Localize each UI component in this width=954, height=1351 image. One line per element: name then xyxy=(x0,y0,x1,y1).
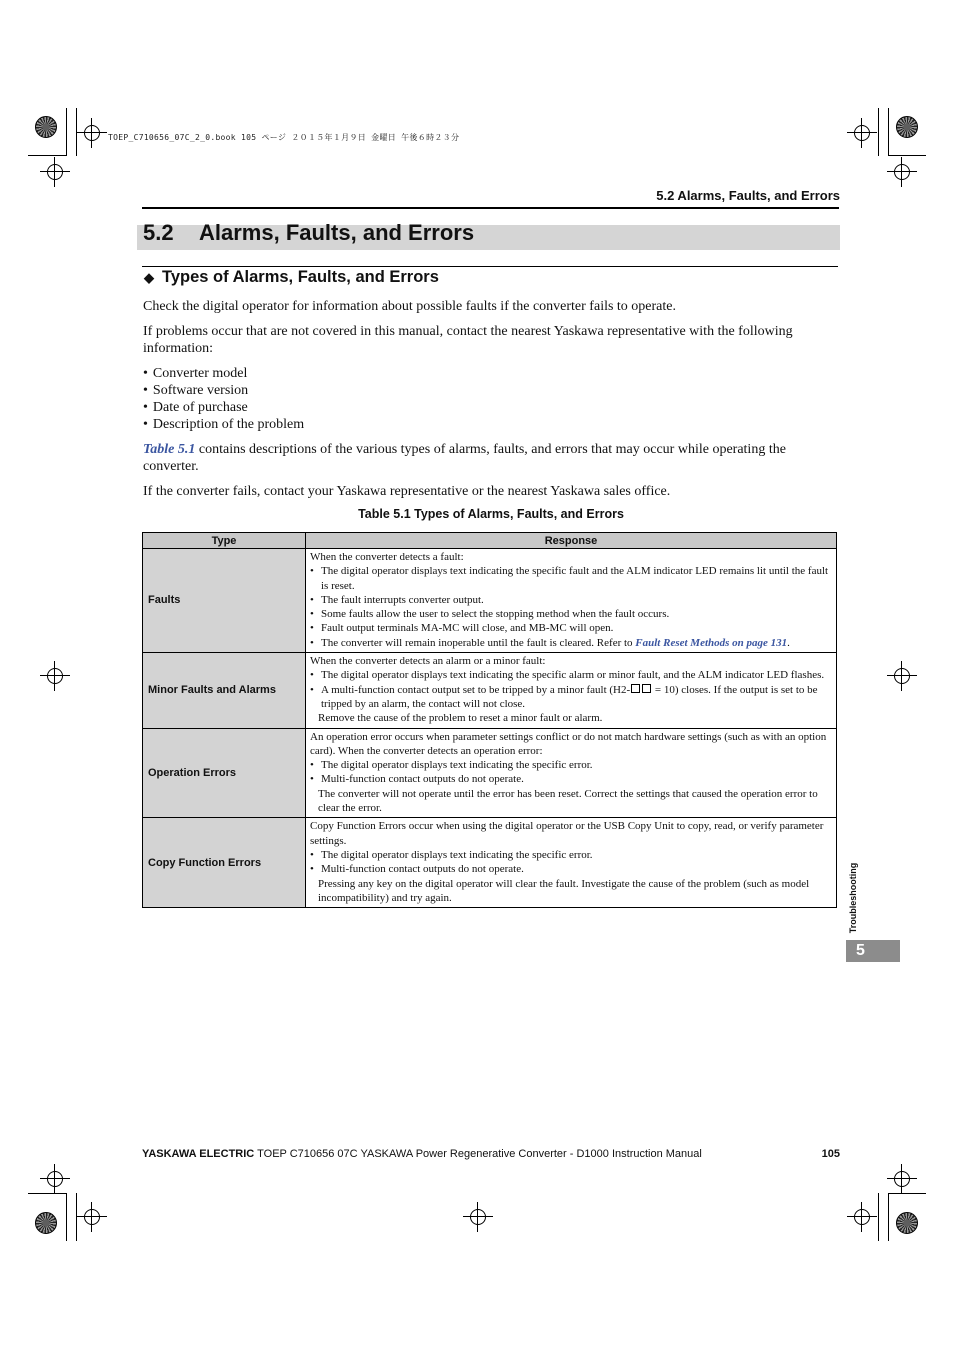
alarms-table xyxy=(142,532,837,908)
diamond-icon: ◆ xyxy=(144,270,154,285)
page-number: 105 xyxy=(821,1148,840,1160)
section-title xyxy=(143,220,474,246)
table-row xyxy=(143,549,837,653)
list-item: • Software version xyxy=(143,382,304,399)
footer-text: TOEP C710656 07C YASKAWA Power Regenerative Converter - D1000 Instruction Manual xyxy=(254,1148,702,1160)
fault-reset-link[interactable]: Fault Reset Methods on page 131 xyxy=(635,636,788,649)
response-cell: When the converter detects an alarm or a minor fault: • The digital operator displays text indicating the specific alarm or minor fault, and the ALM indicator LED flashes. • A multi-function contact output set to be tripped by a minor fault (H2- = 10) closes. If the output is set to be tripped by an alarm, the contact will not close. Remove the cause of the problem to reset a minor fault or alarm. xyxy=(306,653,837,728)
print-info: TOEP_C710656_07C_2_0.book 105 ページ ２０１５年１月９日 金曜日 午後６時２３分 xyxy=(108,133,460,142)
type-cell: Minor Faults and Alarms xyxy=(143,653,306,728)
list-item: • Description of the problem xyxy=(143,416,304,433)
section-title-text: Alarms, Faults, and Errors xyxy=(199,220,475,245)
footer-brand: YASKAWA ELECTRIC xyxy=(142,1148,255,1160)
subsection-title-text: Types of Alarms, Faults, and Errors xyxy=(162,268,439,286)
placeholder-box-icon xyxy=(631,684,640,693)
subsection-title xyxy=(144,268,439,287)
placeholder-box-icon xyxy=(642,684,651,693)
header-rule xyxy=(142,207,839,209)
chapter-tab: 5 xyxy=(846,940,900,962)
list-item: • Converter model xyxy=(143,365,304,382)
section-number: 5.2 xyxy=(143,220,174,245)
footer xyxy=(142,1148,702,1160)
column-header-response: Response xyxy=(306,533,837,549)
chapter-side-label: Troubleshooting xyxy=(848,862,858,934)
info-bullet-list xyxy=(143,365,304,433)
table-link[interactable]: Table 5.1 xyxy=(143,442,196,457)
type-cell: Copy Function Errors xyxy=(143,818,306,908)
paragraph: If the converter fails, contact your Yaskawa representative or the nearest Yaskawa sales office. xyxy=(143,484,671,499)
table-row xyxy=(143,818,837,908)
running-head: 5.2 Alarms, Faults, and Errors xyxy=(656,188,840,203)
list-item: • Date of purchase xyxy=(143,399,304,416)
column-header-type: Type xyxy=(143,533,306,549)
response-cell: Copy Function Errors occur when using the digital operator or the USB Copy Unit to copy, read, or verify parameter settings. • The digital operator displays text indicating the specific error. • Multi-function contact outputs do not operate. Pressing any key on the digital operator will clear the fault. Investigate the cause of the problem (such as model incompatibility) and try again. xyxy=(306,818,837,908)
paragraph: Check the digital operator for information about possible faults if the converter fails to operate. xyxy=(143,299,676,314)
paragraph: Table 5.1 contains descriptions of the various types of alarms, faults, and errors that may occur while operating the converter. xyxy=(143,442,786,474)
table-caption: Table 5.1 Types of Alarms, Faults, and Errors xyxy=(358,507,624,521)
paragraph: If problems occur that are not covered in this manual, contact the nearest Yaskawa representative with the following information: xyxy=(143,324,793,356)
table-row xyxy=(143,653,837,728)
table-header-row xyxy=(143,533,837,549)
response-cell: When the converter detects a fault: • The digital operator displays text indicating the specific fault and the ALM indicator LED remains lit until the fault is reset. • The fault interrupts converter output. • Some faults allow the user to select the stopping method when the fault occurs. • Fault output terminals MA-MC will close, and MB-MC will open. • The converter will remain inoperable until the fault is cleared. Refer to Fault Reset Methods on page 131. xyxy=(306,549,837,653)
type-cell: Operation Errors xyxy=(143,728,306,818)
response-cell: An operation error occurs when parameter settings conflict or do not match hardware settings (such as with an option card). When the converter detects an operation error: • The digital operator displays text indicating the specific error. • Multi-function contact outputs do not operate. The converter will not operate until the error has been reset. Correct the settings that caused the operation error to clear the error. xyxy=(306,728,837,818)
subsection-rule xyxy=(142,266,838,267)
table-row xyxy=(143,728,837,818)
type-cell: Faults xyxy=(143,549,306,653)
